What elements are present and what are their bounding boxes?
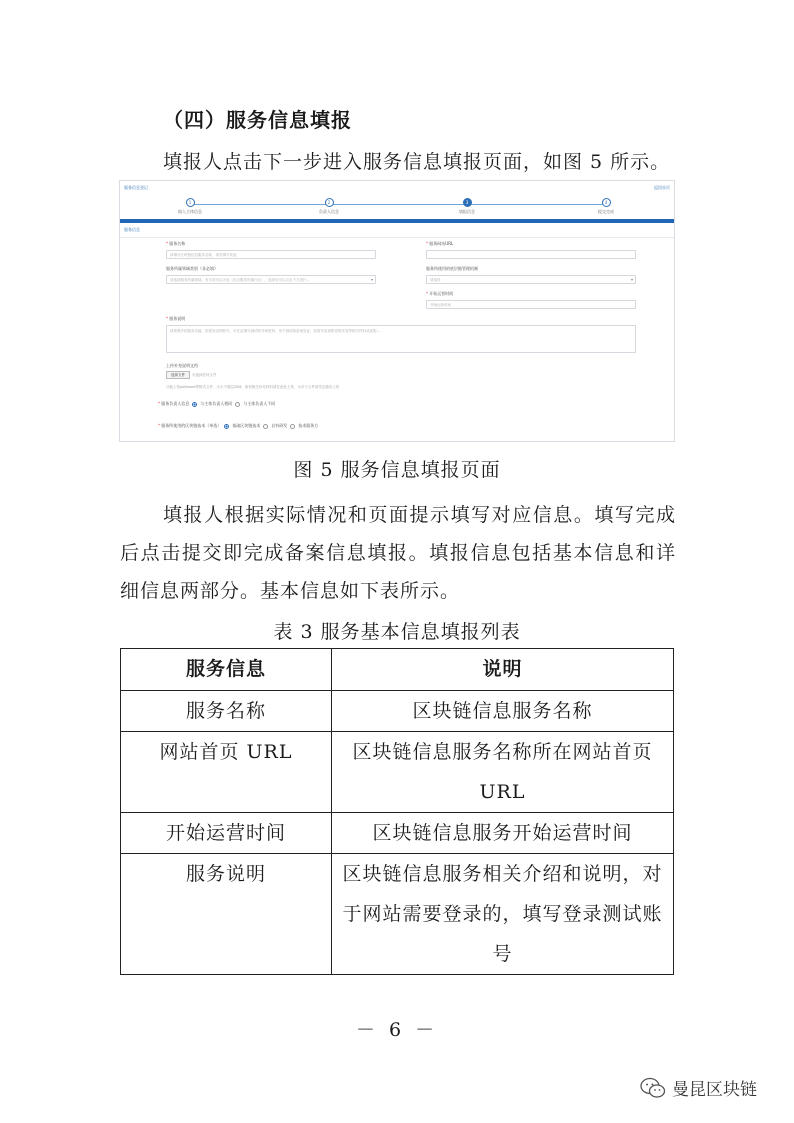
watermark xyxy=(640,1075,757,1100)
table-cell: 区块链信息服务名称 xyxy=(332,691,674,732)
site-url-label: * 服务网站URL xyxy=(426,241,454,246)
progress-steps xyxy=(120,195,674,219)
table-row xyxy=(121,854,674,975)
table-row xyxy=(121,691,674,732)
step-3: 3 填报信息 xyxy=(459,200,475,214)
intro-paragraph: 填报人点击下一步进入服务信息填报页面，如图 5 所示。 xyxy=(163,151,671,173)
owner-same-radio[interactable] xyxy=(192,402,197,407)
table-cell: 网站首页 URL xyxy=(121,732,332,813)
consensus-select[interactable]: 请选择 ▾ xyxy=(426,275,636,284)
form-section-title: 服务信息 xyxy=(120,223,674,238)
choose-file-button[interactable]: 选择文件 xyxy=(166,371,190,379)
chevron-down-icon: ▾ xyxy=(630,277,633,282)
table-cell: 服务说明 xyxy=(121,854,332,975)
consensus-label: 服务所使用的底层链管理机制 xyxy=(426,266,478,271)
description-textarea[interactable]: 请简要介绍服务功能，如需登录的账号，可在此填写测试账号和密码，用于测试和备案验证，如需安装请附说明安装等相关材料或说明... xyxy=(166,325,636,353)
table-cell: 区块链信息服务开始运营时间 xyxy=(332,813,674,854)
table-caption: 表 3 服务基本信息填报列表 xyxy=(273,621,521,643)
tech-basic-radio[interactable] xyxy=(224,424,229,429)
form-body xyxy=(120,238,674,442)
tech-radio-group: * 服务所使用的区块链技术（单选） 基础区块链技术 自有研发 技术服务方 xyxy=(158,423,319,428)
table-header-cell: 服务信息 xyxy=(121,649,332,691)
description-label: * 服务说明 xyxy=(166,316,186,321)
table-cell: 区块链信息服务名称所在网站首页 URL xyxy=(332,732,674,813)
tech-own-radio[interactable] xyxy=(263,424,268,429)
table-cell: 开始运营时间 xyxy=(121,813,332,854)
owner-radio-group: * 服务负责人信息 与主体负责人相同 与主体负责人不同 xyxy=(158,401,276,406)
owner-different-radio[interactable] xyxy=(235,402,240,407)
wechat-icon xyxy=(640,1077,666,1099)
figure-caption: 图 5 服务信息填报页面 xyxy=(293,459,501,481)
step-1: 1 填入主体信息 xyxy=(178,200,202,214)
back-home-link[interactable]: 返回首页 xyxy=(654,185,670,190)
service-info-table xyxy=(120,648,674,975)
chevron-down-icon: ▾ xyxy=(370,277,373,282)
figure-title: 服务信息登记 xyxy=(124,185,148,190)
table-row xyxy=(121,813,674,854)
figure-screenshot xyxy=(119,180,675,442)
section-heading: （四）服务信息填报 xyxy=(163,108,352,132)
step-4: 4 提交完成 xyxy=(598,200,614,214)
table-header-cell: 说明 xyxy=(332,649,674,691)
page-number: － 6 － xyxy=(355,1019,439,1041)
steps-line xyxy=(190,204,606,205)
table-cell: 区块链信息服务相关介绍和说明，对于网站需要登录的，填写登录测试账号 xyxy=(332,854,674,975)
table-header-row xyxy=(121,649,674,691)
table-cell: 服务名称 xyxy=(121,691,332,732)
tech-provider-radio[interactable] xyxy=(290,424,295,429)
step-2: 2 负责人信息 xyxy=(319,200,339,214)
category-select[interactable]: 请选择服务所属领域，有多项可以多选（包含服务所属行业），选择后可以点击下方进行... ▾ xyxy=(166,275,376,284)
no-file-text: 未选择任何文件 xyxy=(192,373,217,377)
start-time-label: * 开始运营时间 xyxy=(426,291,454,296)
start-time-input[interactable]: 开始运营时间 xyxy=(426,300,636,309)
table-row xyxy=(121,732,674,813)
watermark-text: 曼昆区块链 xyxy=(672,1080,757,1100)
upload-hint: 只能上传pdf/word等格式文件，大小不超过20M，如有相关补充材料请在此处上传，为多个文件请先压缩后上传 xyxy=(166,385,340,389)
service-name-label: * 服务名称 xyxy=(166,241,186,246)
category-label: 服务所属领域类别（非必填） xyxy=(166,266,218,271)
body-paragraph: 填报人根据实际情况和页面提示填写对应信息。填写完成后点击提交即完成备案信息填报。填报信息包括基本信息和详细信息两部分。基本信息如下表所示。 xyxy=(120,504,676,602)
site-url-input[interactable] xyxy=(426,250,636,259)
figure-topbar xyxy=(120,181,674,195)
upload-label: 上传补充说明文档 xyxy=(166,363,198,368)
service-name-input[interactable]: 请填写区块链信息服务名称，请勿填写其他 xyxy=(166,250,376,259)
